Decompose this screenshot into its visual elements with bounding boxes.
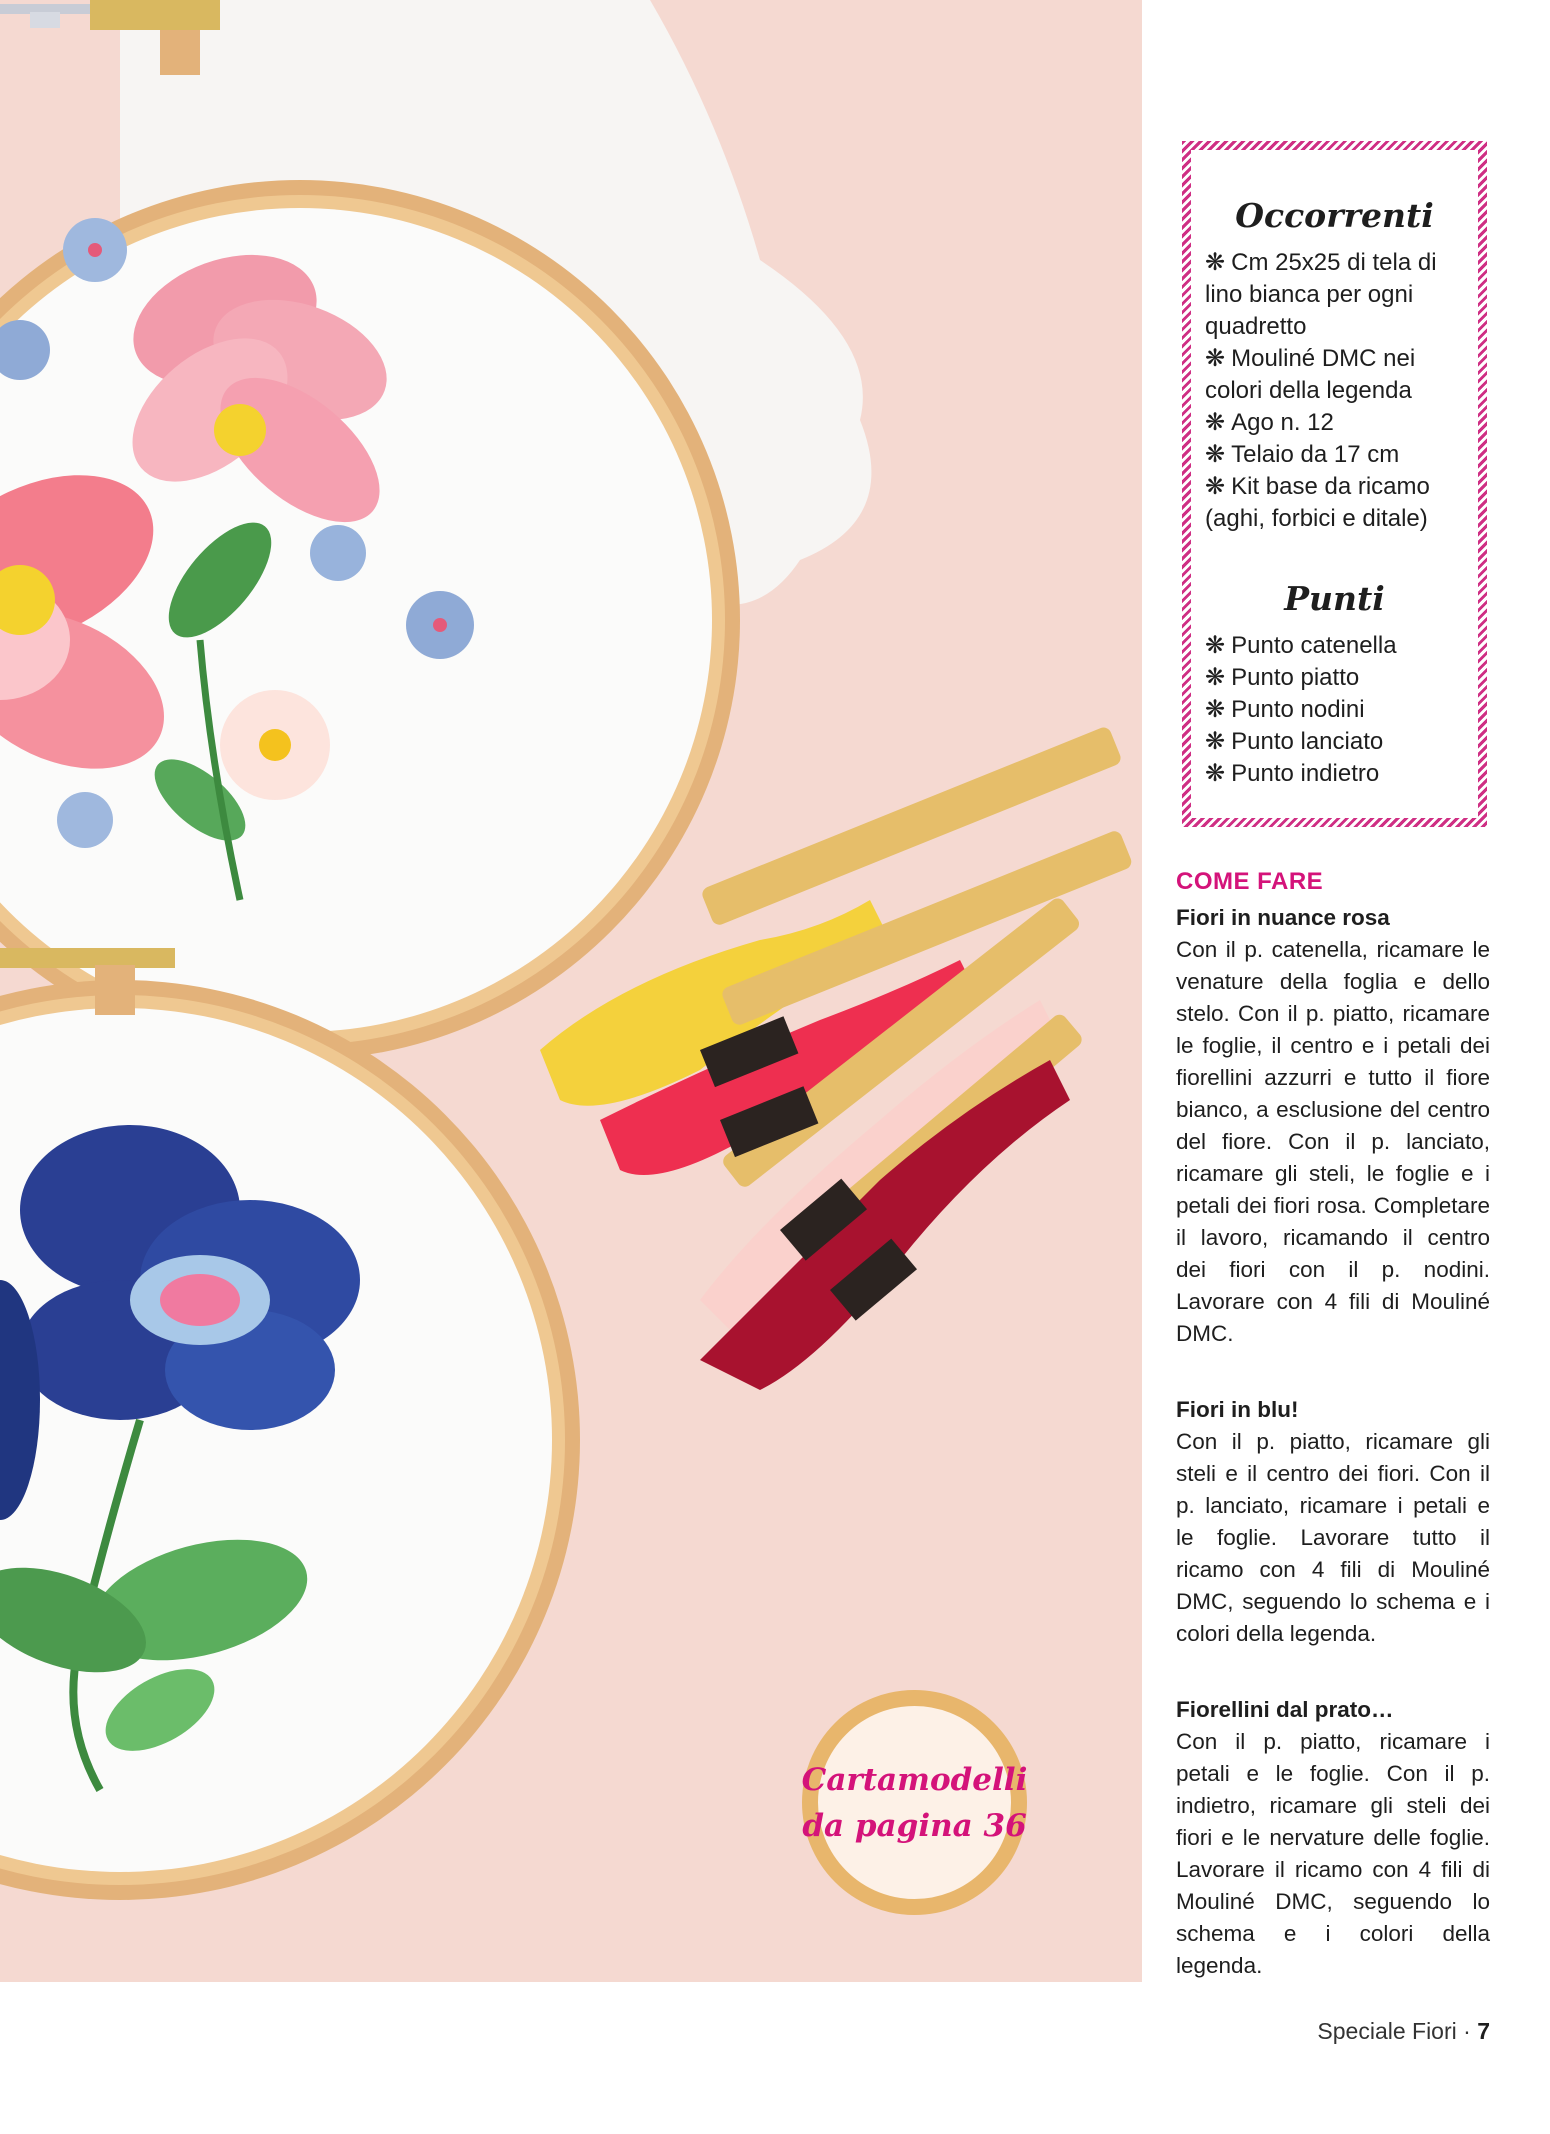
asterisk-flower-icon: ❋ (1205, 473, 1226, 500)
asterisk-flower-icon: ❋ (1205, 409, 1226, 436)
materials-title: Occorrenti (1235, 196, 1434, 235)
hoop-screw-icon (0, 0, 90, 28)
list-item: ❋ Punto nodini (1205, 696, 1365, 723)
badge-line-2: da pagina 36 (802, 1807, 1027, 1844)
stitches-title: Punti (1284, 579, 1385, 618)
list-item: ❋ Punto catenella (1205, 632, 1397, 659)
list-item: ❋ Punto piatto (1205, 664, 1360, 691)
list-item: ❋ Punto lanciato (1205, 728, 1384, 755)
asterisk-flower-icon: ❋ (1205, 728, 1226, 755)
materials-box (1182, 141, 1487, 827)
section-text-pink: Con il p. catenella, ricamare le venature della foglia e dello stelo. Con il p. piatto, ricamare le foglie, il centro e i petali dei fiorellini azzurri e tutto il fiore bianco, a esclusione del centro del fiore. Con il p. lanciato, ricamare gli steli, le foglie e i petali dei fiori rosa. Completare il lavoro, ricamando il centro dei fiori con il p. nodini. Lavorare con 4 fili di Mouliné DMC. (1176, 937, 1490, 1346)
badge-line-1: Cartamodelli (801, 1761, 1028, 1798)
materials-list (1205, 247, 1464, 535)
list-item: ❋ Telaio da 17 cm (1205, 441, 1400, 468)
asterisk-flower-icon: ❋ (1205, 664, 1226, 691)
asterisk-flower-icon: ❋ (1205, 632, 1226, 659)
section-text-meadow: Con il p. piatto, ricamare i petali e le foglie. Con il p. indietro, ricamare gli steli dei fiori e le nervature delle foglie. Lavorare il ricamo con 4 fili di Mouliné DMC, seguendo lo schema e i colori della legenda. (1176, 1729, 1490, 1978)
asterisk-flower-icon: ❋ (1205, 441, 1226, 468)
instructions-heading: COME FARE (1176, 868, 1324, 895)
asterisk-flower-icon: ❋ (1205, 696, 1226, 723)
stitches-list (1205, 630, 1464, 790)
section-text-blue: Con il p. piatto, ricamare gli steli e il centro dei fiori. Con il p. lanciato, ricamare i petali e le foglie. Lavorare tutto il ricamo con 4 fili di Mouliné DMC, seguendo lo schema e i colori della legenda. (1176, 1429, 1490, 1646)
list-item: ❋ Mouliné DMC nei colori della legenda (1205, 345, 1416, 404)
footer-separator: · (1463, 2018, 1471, 2044)
page-footer (1317, 2018, 1490, 2045)
list-item: ❋ Cm 25x25 di tela di lino bianca per ogni quadretto (1205, 249, 1437, 340)
section-title-meadow: Fiorellini dal prato… (1176, 1697, 1394, 1722)
asterisk-flower-icon: ❋ (1205, 249, 1226, 276)
list-item: ❋ Kit base da ricamo (aghi, forbici e ditale) (1205, 473, 1430, 532)
section-title-blue: Fiori in blu! (1176, 1397, 1299, 1422)
list-item: ❋ Punto indietro (1205, 760, 1380, 787)
list-item: ❋ Ago n. 12 (1205, 409, 1334, 436)
patterns-badge (802, 1690, 1027, 1915)
instructions-column (1176, 868, 1490, 2026)
asterisk-flower-icon: ❋ (1205, 760, 1226, 787)
magazine-name: Speciale Fiori (1317, 2018, 1457, 2044)
section-title-pink: Fiori in nuance rosa (1176, 905, 1390, 930)
asterisk-flower-icon: ❋ (1205, 345, 1226, 372)
page-number: 7 (1477, 2018, 1490, 2044)
